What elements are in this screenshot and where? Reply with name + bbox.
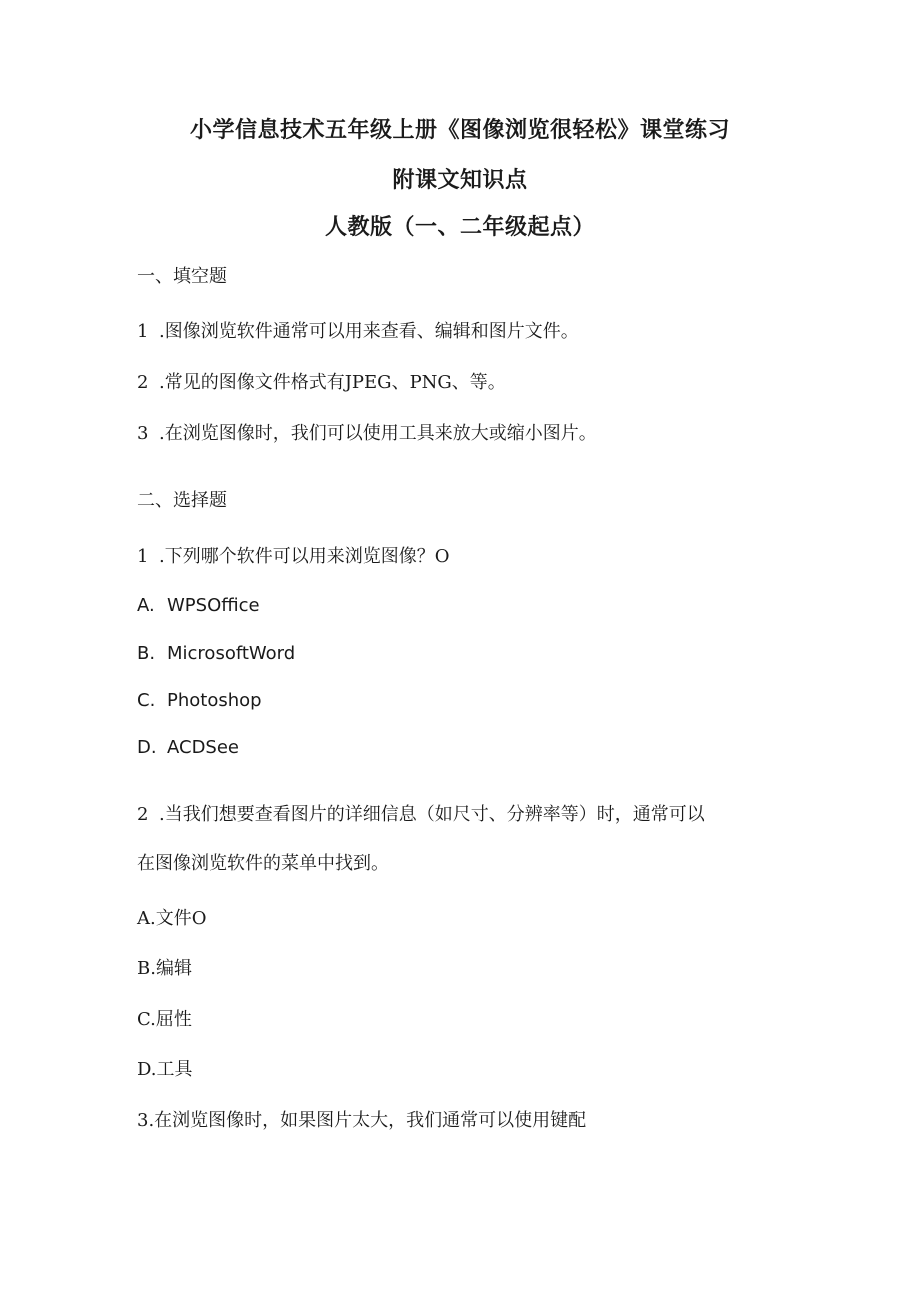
question-text: .常见的图像文件格式有JPEG、PNG、等。	[159, 372, 506, 393]
section-heading-fill-in: 一、填空题	[137, 266, 227, 287]
fill-in-question-3	[137, 422, 597, 446]
choice-question-2	[137, 803, 705, 827]
choice-question-3: 3.在浏览图像时，如果图片太大，我们通常可以使用键配	[137, 1110, 587, 1131]
document-edition: 人教版（一、二年级起点）	[324, 215, 595, 240]
section-heading-multiple-choice: 二、选择题	[137, 490, 227, 511]
choice-option-d	[137, 736, 239, 760]
fill-in-question-1	[137, 320, 579, 344]
option-text: WPSOffice	[167, 595, 260, 616]
choice-option-d: D.工具	[137, 1059, 193, 1080]
question-number: 3	[137, 423, 149, 444]
document-subtitle: 附课文知识点	[392, 168, 528, 193]
choice-question-1	[137, 545, 449, 569]
choice-option-c: C.屈性	[137, 1009, 192, 1030]
question-number: 1	[137, 321, 149, 342]
question-number: 2	[137, 804, 149, 825]
document-title: 小学信息技术五年级上册《图像浏览很轻松》课堂练习	[189, 118, 730, 143]
choice-option-a	[137, 594, 260, 618]
fill-in-question-2	[137, 371, 506, 395]
choice-option-a: A.文件O	[137, 908, 207, 929]
choice-option-b: B.编辑	[137, 958, 192, 979]
choice-question-2-continued: 在图像浏览软件的菜单中找到。	[137, 853, 389, 874]
question-text: .图像浏览软件通常可以用来查看、编辑和图片文件。	[159, 321, 579, 342]
question-text: .下列哪个软件可以用来浏览图像？O	[159, 546, 450, 567]
option-text: MicrosoftWord	[167, 643, 296, 664]
option-text: Photoshop	[167, 690, 262, 711]
choice-option-b	[137, 642, 295, 666]
option-label: D.	[137, 737, 157, 758]
question-text: .在浏览图像时，我们可以使用工具来放大或缩小图片。	[159, 423, 597, 444]
choice-option-c	[137, 689, 262, 713]
option-label: B.	[137, 643, 156, 664]
option-label: A.	[137, 595, 155, 616]
option-text: ACDSee	[167, 737, 239, 758]
question-number: 1	[137, 546, 149, 567]
question-text: .当我们想要查看图片的详细信息（如尺寸、分辨率等）时，通常可以	[159, 804, 705, 825]
option-label: C.	[137, 690, 156, 711]
question-number: 2	[137, 372, 149, 393]
